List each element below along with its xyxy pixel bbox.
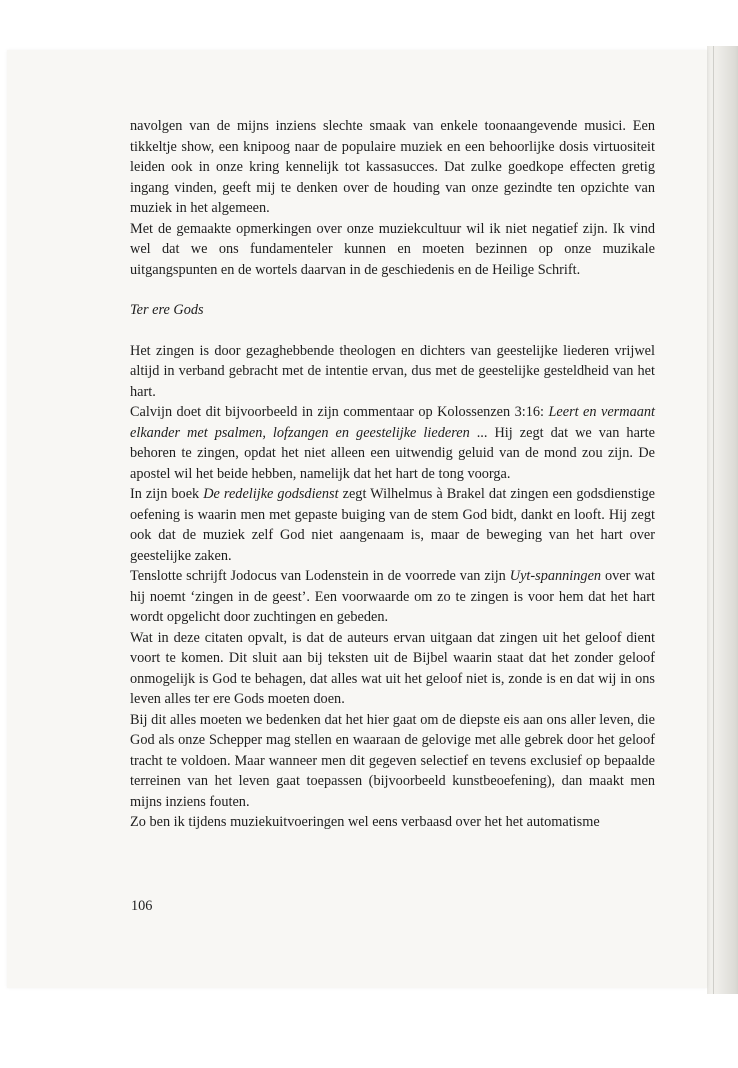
paragraph-text: over wat hij noemt ‘zingen in de geest’. Een voorwaarde om zo te zingen is voor hem dat het hart wordt opgelicht door zuchtingen en gebeden. (130, 568, 655, 625)
paragraph-p4 (130, 402, 655, 484)
paragraph-p3 (130, 341, 655, 403)
paragraph-text: Tenslotte schrijft Jodocus van Lodenstein in de voorrede van zijn (130, 568, 510, 584)
paragraph-p5 (130, 484, 655, 566)
paragraph-p9 (130, 812, 655, 833)
paragraphs-after-heading (130, 341, 655, 833)
italic-text: De redelijke godsdienst (203, 486, 339, 502)
paragraph-text: zegt Wilhelmus à Brakel dat zingen een godsdienstige oefening is waarin men met gepaste buiging van de stem God bidt, dankt en looft. Hij zegt ook dat de muziek zelf God niet aangenaam is, maar de beweging van het hart over geestelijke zaken. (130, 486, 655, 564)
paragraph-text: navolgen van de mijns inziens slechte smaak van enkele toonaangevende musici. Een tikkeltje show, een knipoog naar de populaire muziek en een behoorlijke dosis virtuositeit leiden ook in onze kring kennelijk tot kassasucces. Dat zulke goedkope effecten gretig ingang vinden, geeft mij te denken over de houding van onze gezindte ten opzichte van muziek in het algemeen. (130, 118, 655, 216)
italic-text: Leert en vermaant elkander met psalmen, lofzangen en geestelijke liederen (130, 404, 655, 441)
paragraph-text: ... Hij zegt dat we van harte behoren te zingen, opdat het niet alleen een uitwendig geluid van de mond zou zijn. De apostel wil het beide hebben, namelijk dat het hart de tong voorga. (130, 424, 655, 482)
body-text (130, 116, 655, 833)
paragraph-text: In zijn boek (130, 486, 204, 502)
paragraph-p2 (130, 219, 655, 281)
paragraph-p1 (130, 116, 655, 219)
page-edge-shadow (707, 46, 738, 994)
page-edge-line (713, 46, 714, 994)
paragraph-p7 (130, 628, 655, 710)
paragraph-text: Calvijn doet dit bijvoorbeeld in zijn commentaar op Kolossenzen 3:16: (130, 404, 549, 420)
page-number: 106 (131, 898, 153, 914)
paragraph-text: Wat in deze citaten opvalt, is dat de auteurs ervan uitgaan dat zingen uit het geloof dient voort te komen. Dit sluit aan bij teksten uit de Bijbel waarin staat dat het zonder geloof onmogelijk is God te behagen, dat alles wat uit het geloof niet is, zonde is en dat wij in ons leven alles ter ere Gods moeten doen. (130, 629, 655, 707)
italic-text: Uyt-spanningen (509, 568, 602, 584)
paragraph-text: Het zingen is door gezaghebbende theologen en dichters van geestelijke liederen vrijwel altijd in verband gebracht met de intentie ervan, dus met de geestelijke gesteldheid van het hart. (130, 342, 655, 400)
section-heading: Ter ere Gods (130, 302, 204, 318)
paragraph-p8 (130, 710, 655, 813)
paragraph-p6 (130, 566, 655, 628)
paragraph-text: Bij dit alles moeten we bedenken dat het hier gaat om de diepste eis aan ons aller leven, die God als onze Schepper mag stellen en waaraan de gelovige met alle gebrek door het geloof tracht te voldoen. Maar wanneer men dit gegeven selectief en tevens exclusief op bepaalde terreinen van het leven gaat toepassen (bijvoorbeeld kunstbeoefening), dan maakt men mijns inziens fouten. (130, 711, 655, 810)
paragraph-text: Zo ben ik tijdens muziekuitvoeringen wel eens verbaasd over het het automatisme (130, 814, 600, 830)
paragraph-text: Met de gemaakte opmerkingen over onze muziekcultuur wil ik niet negatief zijn. Ik vind wel dat we ons fundamenteler kunnen en moeten bezinnen op onze muzikale uitgangspunten en de wortels daarvan in de geschiedenis en de Heilige Schrift. (130, 220, 655, 278)
paragraphs-before-heading (130, 116, 655, 280)
